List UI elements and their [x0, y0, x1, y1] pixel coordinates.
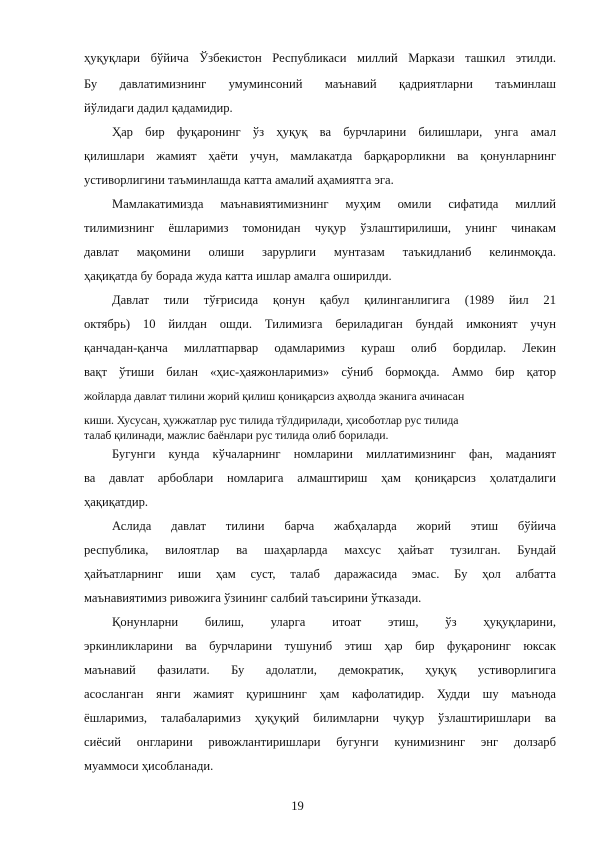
text-line: қилишлари жамият ҳаёти учун, мамлакатда барқарорликни ва қонунларнинг: [84, 149, 556, 163]
page-number: 19: [291, 799, 304, 813]
text-line: сиёсий онгларини ривожлантиришлари бугунги кунимизнинг энг долзарб: [84, 735, 556, 749]
text-line: Ҳар бир фуқаронинг ўз ҳуқуқ ва бурчларини билишлари, унга амал: [112, 125, 556, 139]
text-line: ҳуқуқлари бўйича Ўзбекистон Республикаси миллий Маркази ташкил этилди.: [84, 51, 556, 65]
text-line: Мамлакатимизда маънавиятимизнинг муҳим омили сифатида миллий: [112, 197, 556, 211]
text-line: устиворлигини таъминлашда катта амалий аҳамиятга эга.: [84, 173, 394, 187]
text-line: эркинликларини ва бурчларини тушуниб этиш ҳар бир фуқаронинг юксак: [84, 639, 556, 653]
text-line: йўлидаги дадил қадамидир.: [84, 101, 233, 115]
text-line: октябрь) 10 йилдан ошди. Тилимизга бериладиган бундай имконият учун: [84, 317, 556, 331]
text-line: давлат мақомини олиши зарурлиги мунтазам таъкидланиб келинмоқда.: [84, 245, 556, 259]
text-line: республика, вилоятлар ва шаҳарларда махсус ҳайъат тузилган. Бундай: [84, 543, 556, 557]
text-line: талаб қилинади, мажлис баёнлари рус тилида олиб борилади.: [84, 428, 389, 442]
text-line: ҳақиқатда бу борада жуда катта ишлар амалга оширилди.: [84, 269, 392, 283]
text-line: Давлат тили тўғрисида қонун қабул қилинганлигига (1989 йил 21: [112, 293, 556, 307]
text-line: киши. Хусусан, ҳужжатлар рус тилида тўлдирилади, ҳисоботлар рус тилида: [84, 413, 459, 427]
text-line: тилимизнинг ёшларимиз томонидан чуқур ўзлаштирилиши, унинг чинакам: [84, 221, 556, 235]
text-line: вақт ўтиши билан «ҳис-ҳаяжонларимиз» сўниб бормоқда. Аммо бир қатор: [84, 365, 556, 379]
text-line: ҳайъатларнинг иши ҳам суст, талаб даражасида эмас. Бу ҳол албатта: [84, 567, 556, 581]
text-line: ёшларимиз, талабаларимиз ҳуқуқий билимларни чуқур ўзлаштиришлари ва: [84, 711, 556, 725]
text-line: Аслида давлат тилини барча жабҳаларда жорий этиш бўйича: [112, 519, 556, 533]
text-line: маънавий фазилати. Бу адолатли, демократик, ҳуқуқ устиворлигига: [84, 663, 556, 677]
text-line: муаммоси ҳисобланади.: [84, 759, 214, 773]
text-line: маънавиятимиз ривожига ўзининг салбий таъсирини ўтказади.: [84, 591, 422, 605]
text-line: Бу давлатимизнинг умуминсоний маънавий қадриятларни таъминлаш: [84, 77, 556, 91]
text-line: жойларда давлат тилини жорий қилиш қониқарсиз аҳволда эканига ачинасан: [84, 389, 465, 403]
text-line: қанчадан-қанча миллатпарвар одамларимиз кураш олиб бордилар. Лекин: [84, 341, 556, 355]
text-line: ва давлат арбоблари номларига алмаштириш ҳам қониқарсиз ҳолатдалиги: [84, 471, 556, 485]
text-line: Қонунларни билиш, уларга итоат этиш, ўз ҳуқуқларини,: [112, 615, 556, 629]
text-line: ҳақиқатдир.: [84, 495, 149, 509]
text-line: асосланган янги жамият қуришнинг ҳам кафолатидир. Худди шу маънода: [84, 687, 556, 701]
text-line: Бугунги кунда кўчаларнинг номларини миллатимизнинг фан, маданият: [112, 447, 556, 461]
